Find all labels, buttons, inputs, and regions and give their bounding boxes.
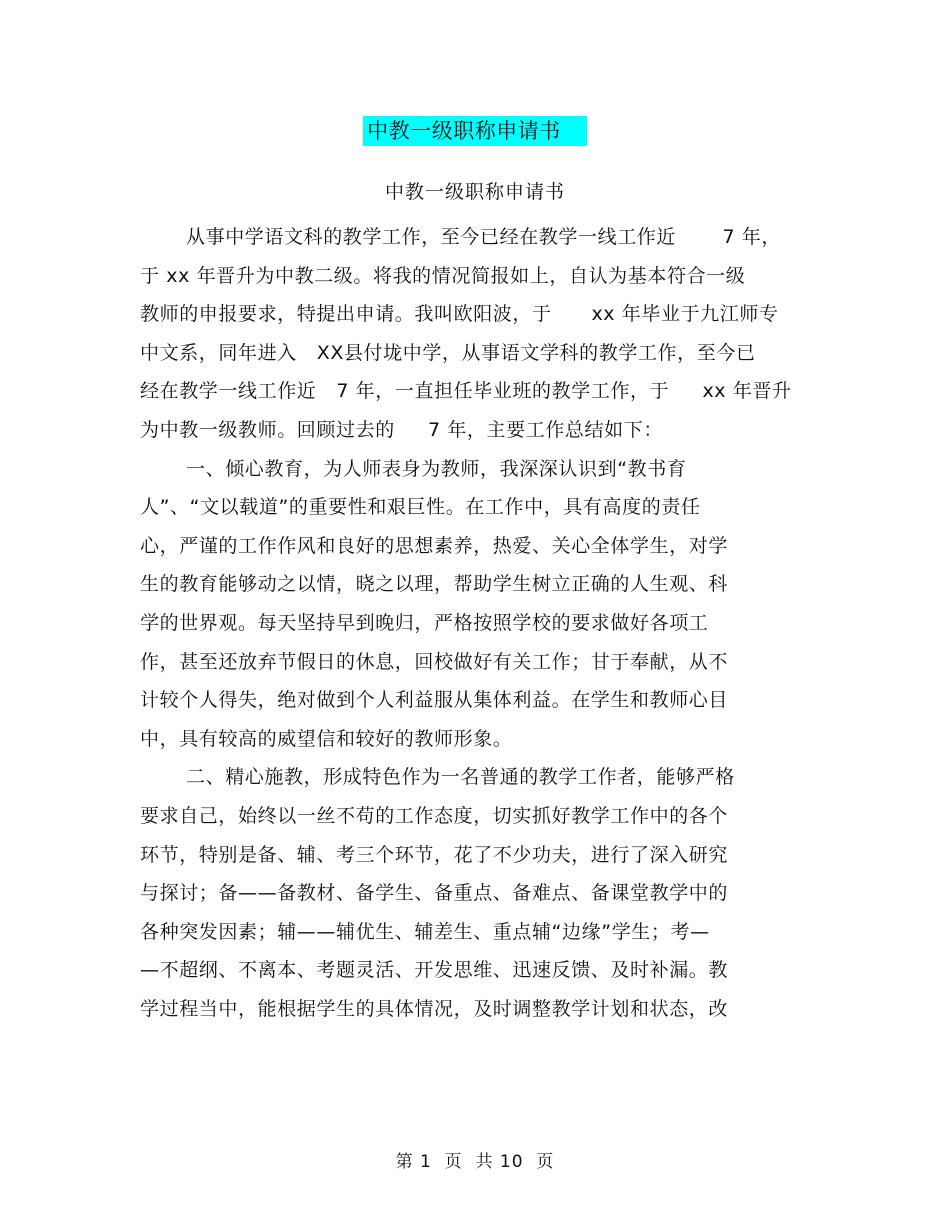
paragraph-line: 教师的申报要求，特提出申请。我叫欧阳波，于 xx 年毕业于九江师专 bbox=[140, 303, 779, 326]
paragraph-line: 计较个人得失，绝对做到个人利益服从集体利益。在学生和教师心目 bbox=[140, 689, 729, 712]
paragraph-line: 一、倾心教育，为人师表身为教师，我深深认识到“教书育 bbox=[186, 457, 687, 480]
paragraph-line: 各种突发因素；辅——辅优生、辅差生、重点辅“边缘”学生；考— bbox=[140, 920, 710, 943]
paragraph-line: 二、精心施教，形成特色作为一名普通的教学工作者，能够严格 bbox=[186, 766, 735, 789]
paragraph-line: 为中教一级教师。回顾过去的 7 年，主要工作总结如下： bbox=[140, 418, 663, 441]
page-footer: 第 1 页 共 10 页 bbox=[395, 1152, 555, 1172]
paragraph-line: 心，严谨的工作作风和良好的思想素养，热爱、关心全体学生，对学 bbox=[140, 534, 729, 557]
paragraph-line: 于 xx 年晋升为中教二级。将我的情况简报如上，自认为基本符合一级 bbox=[140, 264, 746, 287]
paragraph-line: 学过程当中，能根据学生的具体情况，及时调整教学计划和状态，改 bbox=[140, 997, 729, 1020]
paragraph-line: 与探讨；备——备教材、备学生、备重点、备难点、备课堂教学中的 bbox=[140, 882, 729, 905]
paragraph-line: 作，甚至还放弃节假日的休息，回校做好有关工作；甘于奉献，从不 bbox=[140, 650, 729, 673]
paragraph-line: 环节，特别是备、辅、考三个环节，花了不少功夫，进行了深入研究 bbox=[140, 843, 729, 866]
paragraph-line: 经在教学一线工作近 7 年，一直担任毕业班的教学工作，于 xx 年晋升 bbox=[140, 380, 792, 403]
paragraph-line: 人”、“文以载道”的重要性和艰巨性。在工作中，具有高度的责任 bbox=[140, 496, 701, 519]
document-title: 中教一级职称申请书 bbox=[363, 116, 587, 146]
paragraph-line: 中，具有较高的威望信和较好的教师形象。 bbox=[140, 727, 513, 750]
title-container bbox=[0, 116, 950, 146]
paragraph-line: 中文系，同年进入 XX县付垅中学，从事语文学科的教学工作，至今已 bbox=[140, 341, 756, 364]
paragraph-line: 从事中学语文科的教学工作，至今已经在教学一线工作近 7 年， bbox=[186, 226, 782, 248]
paragraph-line: 学的世界观。每天坚持早到晚归，严格按照学校的要求做好各项工 bbox=[140, 611, 709, 634]
document-subtitle: 中教一级职称申请书 bbox=[384, 181, 565, 203]
paragraph-line: 要求自己，始终以一丝不苟的工作态度，切实抓好教学工作中的各个 bbox=[140, 804, 729, 827]
paragraph-line: 生的教育能够动之以情，晓之以理，帮助学生树立正确的人生观、科 bbox=[140, 573, 729, 596]
paragraph-line: —不超纲、不离本、考题灵活、开发思维、迅速反馈、及时补漏。教 bbox=[140, 959, 729, 982]
document-body bbox=[140, 218, 820, 1028]
